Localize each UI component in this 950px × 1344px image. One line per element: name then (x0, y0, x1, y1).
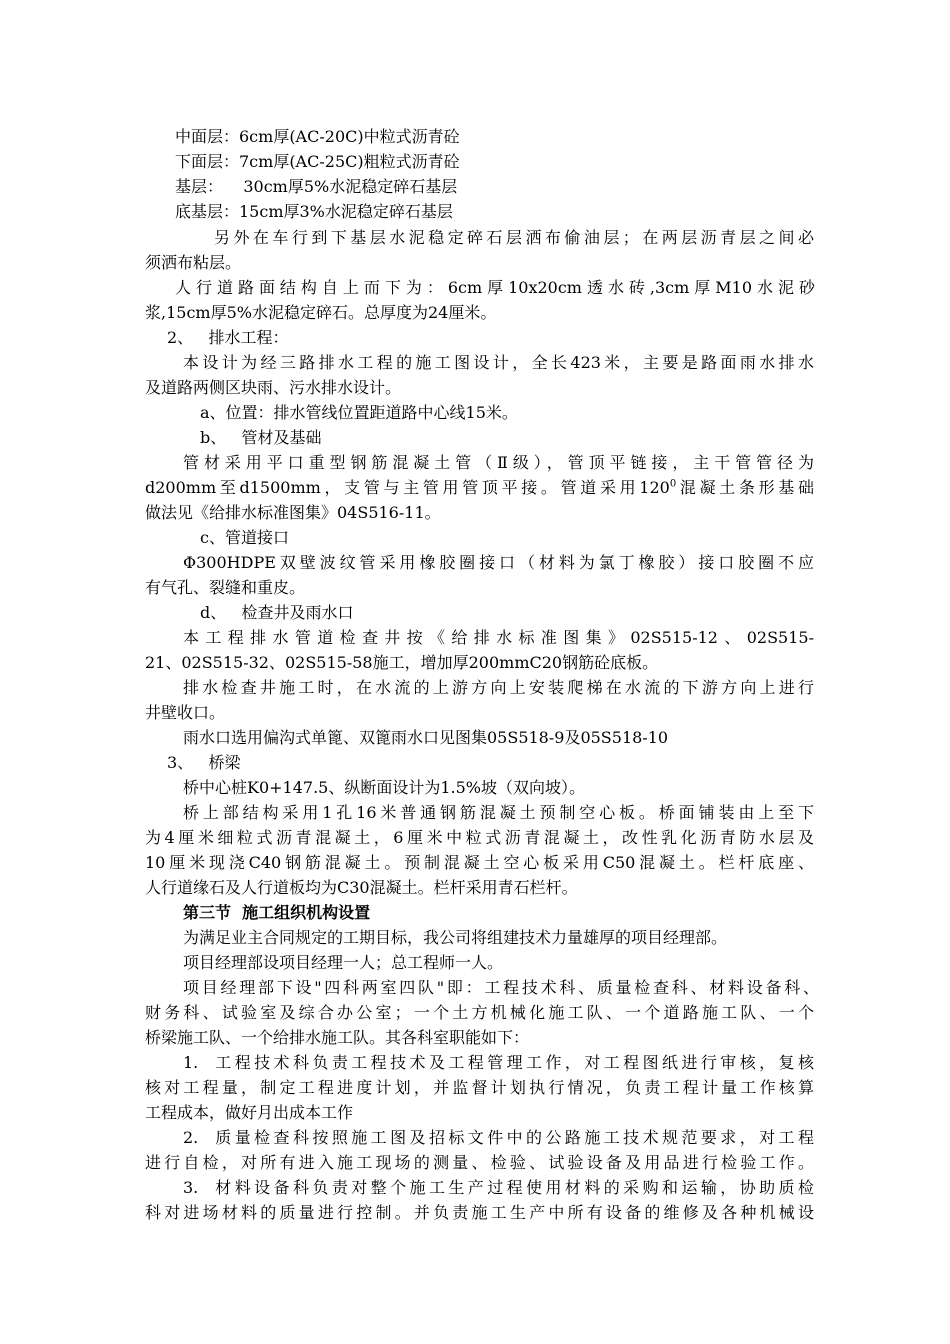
paragraph-line: 另外在车行到下基层水泥稳定碎石层洒布偷油层；在两层沥青层之间必 (214, 228, 814, 247)
subsection-heading: b、 管材及基础 (200, 428, 322, 447)
paragraph-line: 有气孔、裂缝和重皮。 (145, 578, 306, 597)
subsection-heading: d、 检查井及雨水口 (200, 603, 354, 622)
paragraph-line: 下面层：7cm厚(AC-25C)粗粒式沥青砼 (175, 152, 460, 171)
paragraph-line: 桥上部结构采用1孔16米普通钢筋混凝土预制空心板。桥面铺装由上至下 (183, 803, 814, 822)
paragraph-line: 10厘米现浇C40钢筋混凝土。预制混凝土空心板采用C50混凝土。栏杆底座、 (145, 853, 814, 872)
paragraph-line: 桥中心桩K0+147.5、纵断面设计为1.5%坡（双向坡）。 (183, 778, 585, 797)
paragraph-line: 进行自检，对所有进入施工现场的测量、检验、试验设备及用品进行检验工作。 (145, 1153, 814, 1172)
paragraph-line: 人行道路面结构自上而下为：6cm厚10x20cm透水砖,3cm厚M10水泥砂 (175, 278, 815, 297)
paragraph-line: 管材采用平口重型钢筋混凝土管（Ⅱ级），管顶平链接，主干管管径为 (183, 453, 814, 472)
paragraph-line: 财务科、试验室及综合办公室；一个土方机械化施工队、一个道路施工队、一个 (145, 1003, 814, 1022)
paragraph-line: 人行道缘石及人行道板均为C30混凝土。栏杆采用青石栏杆。 (145, 878, 578, 897)
paragraph-line: 本设计为经三路排水工程的施工图设计，全长423米，主要是路面雨水排水 (183, 353, 814, 372)
paragraph-line: 核对工程量，制定工程进度计划，并监督计划执行情况，负责工程计量工作核算 (145, 1078, 814, 1097)
paragraph-line: 排水检查井施工时，在水流的上游方向上安装爬梯在水流的下游方向上进行 (183, 678, 814, 697)
paragraph-line: 井壁收口。 (145, 703, 226, 722)
paragraph-line: 项目经理部下设"四科两室四队"即：工程技术科、质量检查科、材料设备科、 (183, 978, 819, 997)
degree-superscript: 0 (669, 478, 677, 490)
paragraph-line: 本工程排水管道检查井按《给排水标准图集》02S515-12、02S515- (183, 628, 814, 647)
paragraph-line: 做法见《给排水标准图集》04S516-11。 (145, 503, 441, 522)
paragraph-line: 须洒布粘层。 (145, 253, 242, 272)
section-title: 第三节 施工组织机构设置 (183, 903, 371, 922)
paragraph-line: 项目经理部设项目经理一人；总工程师一人。 (183, 953, 504, 972)
paragraph-line: 中面层：6cm厚(AC-20C)中粒式沥青砼 (175, 127, 460, 146)
section-heading-bridge: 3、 桥梁 (167, 753, 241, 772)
paragraph-line: 工程成本，做好月出成本工作 (145, 1103, 354, 1122)
paragraph-line: 科对进场材料的质量进行控制。并负责施工生产中所有设备的维修及各种机械设 (145, 1203, 814, 1222)
paragraph-line: 及道路两侧区块雨、污水排水设计。 (145, 378, 402, 397)
paragraph-line: a、位置：排水管线位置距道路中心线15米。 (200, 403, 518, 422)
paragraph-line: 21、02S515-32、02S515-58施工，增加厚200mmC20钢筋砼底板。 (145, 653, 659, 672)
paragraph-line: 桥梁施工队、一个给排水施工队。其各科室职能如下： (145, 1028, 530, 1047)
paragraph-line: 雨水口选用偏沟式单篦、双篦雨水口见图集05S518-9及05S518-10 (183, 728, 669, 747)
paragraph-line: 浆,15cm厚5%水泥稳定碎石。总厚度为24厘米。 (145, 303, 497, 322)
paragraph-line: 为4厘米细粒式沥青混凝土，6厘米中粒式沥青混凝土，改性乳化沥青防水层及 (145, 828, 814, 847)
paragraph-line: 1. 工程技术科负责工程技术及工程管理工作，对工程图纸进行审核，复核 (183, 1053, 814, 1072)
paragraph-line: 3. 材料设备科负责对整个施工生产过程使用材料的采购和运输，协助质检 (183, 1178, 814, 1197)
paragraph-line: 为满足业主合同规定的工期目标，我公司将组建技术力量雄厚的项目经理部。 (183, 928, 728, 947)
section-heading-drainage: 2、 排水工程： (167, 328, 289, 347)
paragraph-line: d200mm至d1500mm，支管与主管用管顶平接。管道采用$120^0$混凝土条形基础 (145, 478, 814, 497)
subsection-heading: c、管道接口 (200, 528, 289, 547)
paragraph-line: 底基层：15cm厚3%水泥稳定碎石基层 (175, 202, 453, 221)
paragraph-line: 基层： 30cm厚5%水泥稳定碎石基层 (175, 177, 458, 196)
paragraph-line: Φ300HDPE双壁波纹管采用橡胶圈接口（材料为氯丁橡胶）接口胶圈不应 (183, 553, 814, 572)
paragraph-line: 2. 质量检查科按照施工图及招标文件中的公路施工技术规范要求，对工程 (183, 1128, 814, 1147)
